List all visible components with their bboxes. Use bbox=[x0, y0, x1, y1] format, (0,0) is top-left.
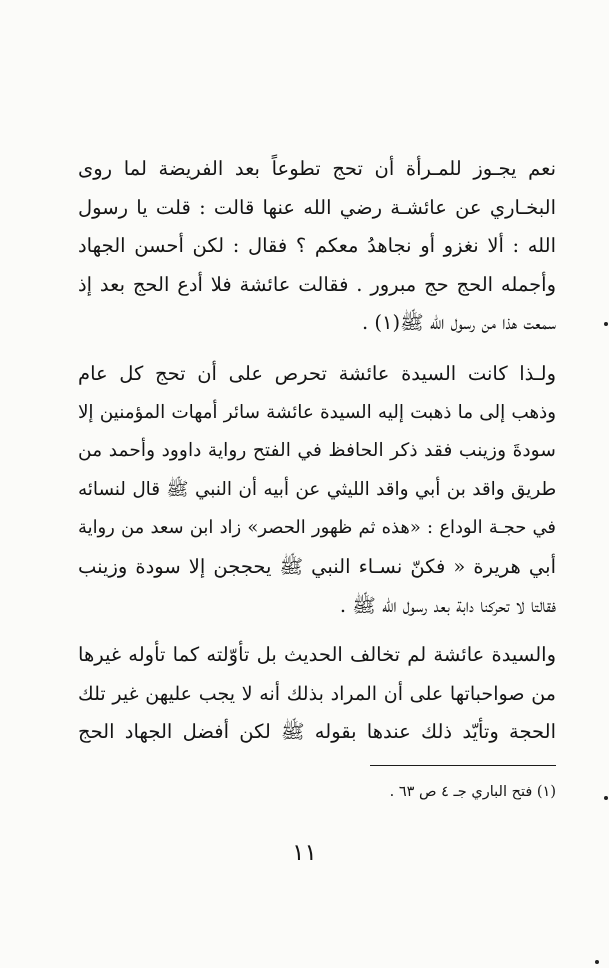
text-line: ولـذا كانت السيدة عائشة تحرص على أن تحج كل عام bbox=[78, 362, 556, 385]
text-line: الله : ألا نغزو أو نجاهدُ معكم ؟ فقال : لكن أحسن الجهاد bbox=[78, 234, 556, 258]
text-line: وأجمله الحج حج مبرور . فقالت عائشة فلا أدع الحج بعد إذ bbox=[78, 272, 556, 296]
text-line: فقالتا لا تحركنا دابة بعد رسول الله ﷺ . bbox=[339, 593, 556, 617]
page-number: ١١ bbox=[292, 840, 317, 866]
scan-mark bbox=[604, 322, 608, 326]
footnote-divider bbox=[370, 765, 556, 766]
paragraph-2 bbox=[78, 355, 556, 625]
text-line: نعم يجـوز للمـرأة أن تحج تطوعاً بعد الفريضة لما روى bbox=[78, 157, 556, 180]
text-line: الحجة وتأيّد ذلك عندها بقوله ﷺ لكن أفضل الجهاد الحج bbox=[78, 720, 556, 744]
text-line: طريق واقد بن أبي واقد الليثي عن أبيه أن النبي ﷺ قال لنسائه bbox=[78, 478, 556, 500]
scan-mark bbox=[595, 960, 599, 964]
text-line: في حجـة الوداع : «هذه ثم ظهور الحصر» زاد ابن سعد من رواية bbox=[78, 517, 556, 539]
text-line: سمعت هذا من رسول الله ﷺ(١) . bbox=[361, 311, 556, 335]
text-line: والسيدة عائشة لم تخالف الحديث بل تأوّلته كما تأوله غيرها bbox=[78, 643, 556, 666]
scan-mark bbox=[604, 796, 608, 800]
text-line: من صواحباتها على أن المراد بذلك أنه لا يجب عليهن غير تلك bbox=[78, 681, 556, 705]
text-line: وذهب إلى ما ذهبت إليه السيدة عائشة سائر أمهات المؤمنين إلا bbox=[78, 401, 556, 423]
paragraph-3 bbox=[78, 636, 556, 752]
text-line: البخـاري عن عائشـة رضي الله عنها قالت : قلت يا رسول bbox=[78, 195, 556, 219]
footnote: (١) فتح الباري جـ ٤ ص ٦٣ . bbox=[389, 784, 556, 800]
text-line: سودةَ وزينب فقد ذكر الحافظ في الفتح رواية داوود وأحمد من bbox=[78, 440, 556, 462]
paragraph-1 bbox=[78, 150, 556, 343]
text-line: أبي هريرة « فكنّ نسـاء النبي ﷺ يحججن إلا سودة وزينب bbox=[78, 554, 556, 578]
